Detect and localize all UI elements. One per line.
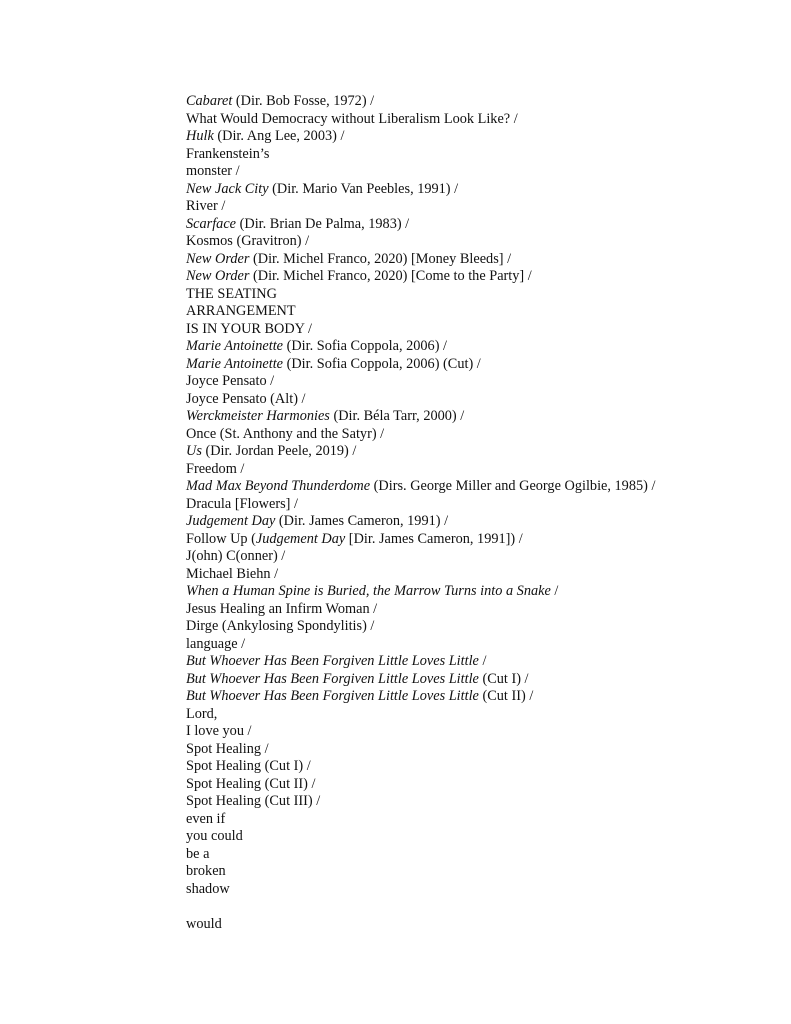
text-line — [186, 881, 766, 899]
text-line — [186, 268, 766, 286]
text-line — [186, 723, 766, 741]
text-line — [186, 653, 766, 671]
text-segment: Spot Healing (Cut I) / — [186, 758, 311, 774]
italic-title: Judgement Day — [186, 513, 276, 529]
text-segment: even if — [186, 810, 226, 827]
italic-title: Mad Max Beyond Thunderdome — [186, 478, 371, 494]
text-line — [186, 233, 766, 251]
text-line — [186, 391, 766, 409]
text-line — [186, 216, 766, 234]
text-line — [186, 601, 766, 619]
text-segment: / — [478, 653, 487, 669]
text-segment: (Dirs. George Miller and George Ogilbie, 1985) / — [370, 478, 656, 494]
text-line — [186, 198, 766, 216]
italic-title: But Whoever Has Been Forgiven Little Loves Little — [186, 653, 479, 669]
text-segment: (Dir. Michel Franco, 2020) [Come to the Party] / — [249, 268, 532, 284]
text-segment: (Dir. Jordan Peele, 2019) / — [201, 443, 357, 459]
text-line — [186, 461, 766, 479]
text-line — [186, 373, 766, 391]
text-segment: language / — [186, 635, 246, 652]
text-segment: monster / — [186, 163, 240, 179]
text-line — [186, 776, 766, 794]
text-segment: Once (St. Anthony and the Satyr) / — [186, 425, 385, 442]
italic-title: But Whoever Has Been Forgiven Little Loves Little — [186, 670, 479, 687]
text-line — [186, 583, 766, 601]
italic-title: But Whoever Has Been Forgiven Little Loves Little — [186, 688, 479, 704]
text-line — [186, 636, 766, 654]
text-line — [186, 863, 766, 881]
text-line — [186, 531, 766, 549]
text-segment: What Would Democracy without Liberalism Look Like? / — [186, 110, 518, 127]
text-segment: (Dir. Ang Lee, 2003) / — [213, 128, 345, 144]
italic-title: Judgement Day — [255, 530, 346, 547]
text-line — [186, 688, 766, 706]
text-line — [186, 163, 766, 181]
text-segment: (Dir. Mario Van Peebles, 1991) / — [268, 180, 459, 197]
text-line — [186, 303, 766, 321]
text-line — [186, 618, 766, 636]
text-segment: Spot Healing / — [186, 740, 269, 757]
text-line — [186, 443, 766, 461]
text-line — [186, 478, 766, 496]
text-segment: River / — [186, 198, 226, 214]
text-line — [186, 408, 766, 426]
italic-title: New Order — [186, 250, 250, 267]
text-line — [186, 496, 766, 514]
text-segment: Spot Healing (Cut III) / — [186, 793, 321, 809]
text-segment: (Dir. Bob Fosse, 1972) / — [232, 93, 375, 109]
text-segment: would — [186, 915, 222, 932]
text-segment: Lord, — [186, 705, 218, 722]
text-segment: be a — [186, 845, 210, 862]
italic-title: New Order — [186, 268, 250, 284]
text-segment: (Dir. Michel Franco, 2020) [Money Bleeds] / — [249, 250, 512, 267]
text-line — [186, 321, 766, 339]
italic-title: Werckmeister Harmonies — [186, 408, 330, 424]
text-segment: broken — [186, 863, 226, 879]
text-segment: Frankenstein’s — [186, 145, 270, 162]
text-line — [186, 251, 766, 269]
text-segment: Dracula [Flowers] / — [186, 495, 298, 512]
text-segment: (Cut II) / — [478, 688, 534, 704]
text-segment: Kosmos (Gravitron) / — [186, 233, 310, 249]
text-segment: shadow — [186, 880, 230, 897]
text-line — [186, 916, 766, 934]
text-line — [186, 513, 766, 531]
italic-title: Scarface — [186, 215, 237, 232]
text-line — [186, 811, 766, 829]
italic-title: Hulk — [186, 128, 214, 144]
text-segment: (Dir. Sofia Coppola, 2006) / — [283, 338, 448, 354]
italic-title: Cabaret — [186, 93, 233, 109]
poem-text — [186, 93, 766, 933]
text-line — [186, 111, 766, 129]
text-segment: Dirge (Ankylosing Spondylitis) / — [186, 618, 375, 634]
text-segment: [Dir. James Cameron, 1991]) / — [345, 530, 523, 547]
text-segment: (Cut I) / — [478, 670, 529, 687]
text-line — [186, 181, 766, 199]
text-segment: Follow Up ( — [186, 530, 256, 547]
text-line — [186, 846, 766, 864]
text-line — [186, 828, 766, 846]
text-segment: (Dir. Sofia Coppola, 2006) (Cut) / — [283, 355, 481, 372]
text-line — [186, 338, 766, 356]
text-segment: Spot Healing (Cut II) / — [186, 775, 316, 792]
italic-title: Marie Antoinette — [186, 355, 284, 372]
italic-title: Us — [186, 443, 202, 459]
text-line — [186, 356, 766, 374]
text-segment: you could — [186, 828, 243, 844]
text-line — [186, 741, 766, 759]
text-line — [186, 128, 766, 146]
italic-title: Marie Antoinette — [186, 338, 284, 354]
text-segment: Joyce Pensato / — [186, 373, 275, 389]
text-line — [186, 548, 766, 566]
text-segment: (Dir. Brian De Palma, 1983) / — [236, 215, 410, 232]
text-line — [186, 146, 766, 164]
text-segment: Jesus Healing an Infirm Woman / — [186, 600, 378, 617]
text-segment: Freedom / — [186, 460, 245, 477]
text-segment: Michael Biehn / — [186, 565, 279, 582]
text-segment: ARRANGEMENT — [186, 303, 296, 319]
text-segment: Joyce Pensato (Alt) / — [186, 390, 306, 407]
blank-line — [186, 898, 766, 916]
text-segment: THE SEATING — [186, 285, 277, 302]
text-line — [186, 671, 766, 689]
text-line — [186, 426, 766, 444]
italic-title: When a Human Spine is Buried, the Marrow Turns into a Snake — [186, 583, 551, 599]
text-line — [186, 706, 766, 724]
text-line — [186, 286, 766, 304]
text-segment: (Dir. Béla Tarr, 2000) / — [329, 408, 465, 424]
text-line — [186, 566, 766, 584]
text-segment: IS IN YOUR BODY / — [186, 320, 313, 337]
text-line — [186, 758, 766, 776]
text-line — [186, 93, 766, 111]
italic-title: New Jack City — [186, 180, 269, 197]
text-segment: / — [550, 583, 559, 599]
text-segment: J(ohn) C(onner) / — [186, 548, 286, 564]
text-segment: I love you / — [186, 723, 252, 739]
text-segment: (Dir. James Cameron, 1991) / — [275, 513, 449, 529]
text-line — [186, 793, 766, 811]
